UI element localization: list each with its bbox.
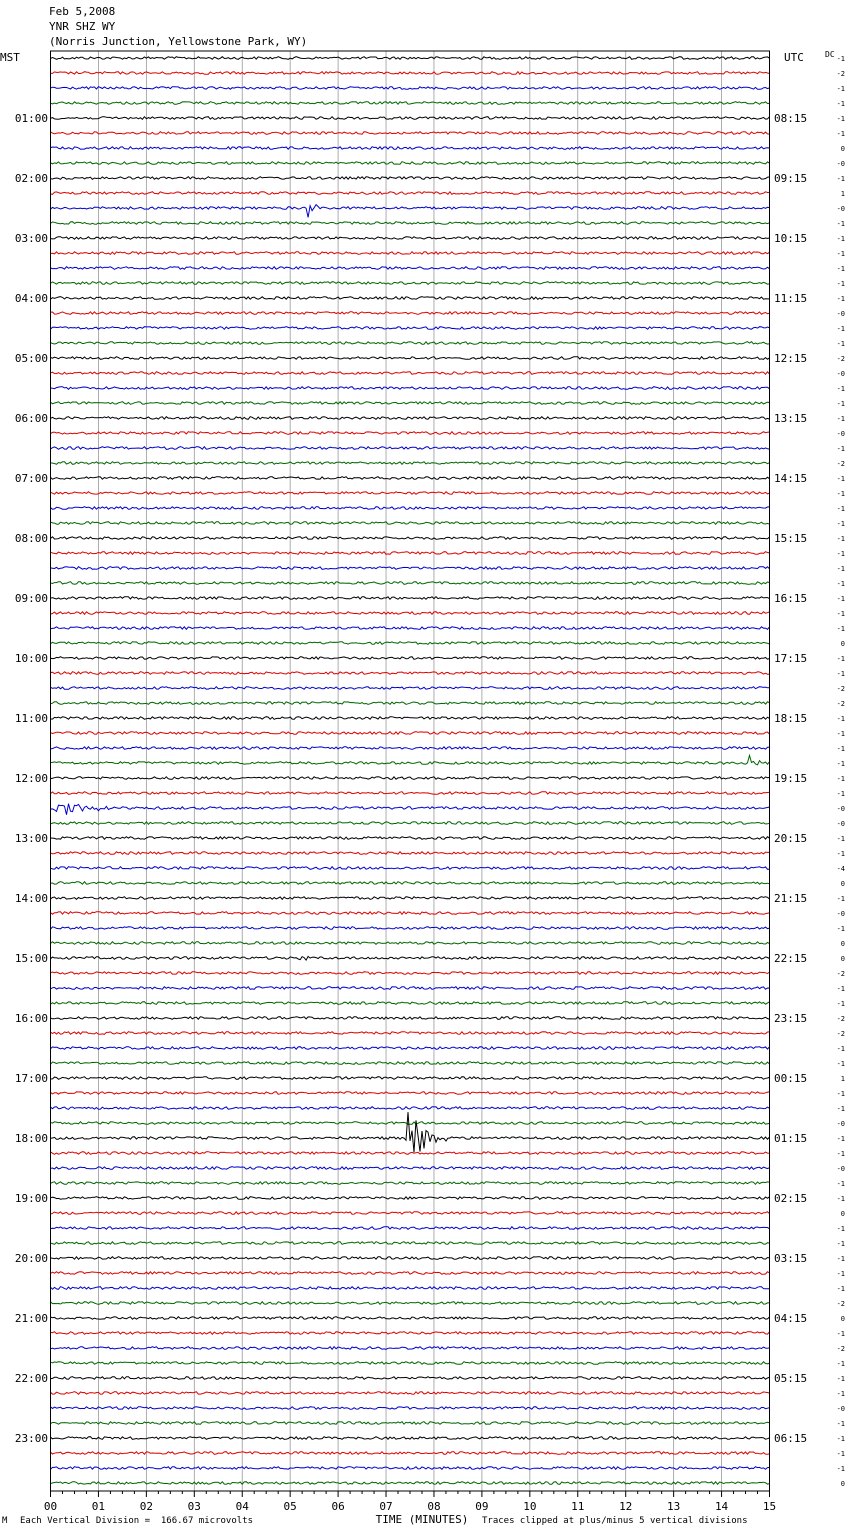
dc-offset-label: -0 [836, 370, 845, 378]
trace-row-53 [51, 852, 770, 855]
utc-hour-label: 14:15 [774, 472, 808, 485]
dc-offset-label: -0 [836, 820, 845, 828]
trace-row-67 [51, 1062, 770, 1065]
x-tick-label: 13 [667, 1500, 681, 1513]
trace-row-90 [51, 1407, 770, 1410]
dc-offset-label: 0 [840, 955, 845, 963]
mst-hour-label: 22:00 [14, 1372, 48, 1385]
dc-offset-label: -1 [836, 1465, 845, 1473]
trace-row-19 [51, 342, 770, 345]
trace-row-9 [51, 192, 770, 195]
dc-offset-label: -1 [836, 1270, 845, 1278]
mst-hour-label: 18:00 [14, 1132, 48, 1145]
dc-offset-label: -4 [836, 865, 845, 873]
trace-row-76 [51, 1197, 770, 1200]
trace-row-25 [51, 432, 770, 435]
trace-row-87 [51, 1362, 770, 1365]
dc-offset-label: -0 [836, 430, 845, 438]
x-tick-label: 09 [475, 1500, 489, 1513]
dc-offset-label: -1 [836, 475, 845, 483]
dc-offset-label: -1 [836, 340, 845, 348]
trace-row-7 [51, 162, 770, 165]
trace-row-44 [51, 717, 770, 720]
trace-row-83 [51, 1302, 770, 1305]
dc-offset-label: -1 [836, 490, 845, 498]
utc-hour-label: 20:15 [774, 832, 808, 845]
trace-row-33 [51, 552, 770, 555]
x-axis-ticks [44, 1491, 776, 1513]
trace-row-82 [51, 1287, 770, 1290]
dc-offset-label: -1 [836, 130, 845, 138]
trace-row-40 [51, 657, 770, 660]
dc-offset-label: -2 [836, 1300, 845, 1308]
dc-offset-label: -1 [836, 250, 845, 258]
trace-row-64 [51, 1017, 770, 1020]
x-tick-label: 15 [762, 1500, 777, 1513]
dc-offset-label: -1 [836, 1285, 845, 1293]
dc-offset-label: 0 [840, 1210, 845, 1218]
dc-label: DC [825, 50, 835, 59]
utc-hour-label: 05:15 [774, 1372, 808, 1385]
trace-row-34 [51, 567, 770, 570]
trace-row-61 [51, 972, 770, 975]
dc-offset-label: -1 [836, 715, 845, 723]
dc-offset-label: 0 [840, 145, 845, 153]
dc-offset-label: -1 [836, 295, 845, 303]
x-axis-title: TIME (MINUTES) [375, 1513, 469, 1526]
dc-offset-label: -1 [836, 760, 845, 768]
dc-offset-label: -1 [836, 1375, 845, 1383]
trace-row-47 [51, 755, 770, 765]
trace-row-6 [51, 147, 770, 150]
trace-row-89 [51, 1392, 770, 1395]
trace-row-60 [51, 956, 770, 960]
dc-offset-label: -1 [836, 1360, 845, 1368]
trace-row-79 [51, 1242, 770, 1245]
utc-hour-label: 06:15 [774, 1432, 808, 1445]
x-tick-label: 04 [235, 1500, 249, 1513]
mst-hour-label: 09:00 [14, 592, 48, 605]
trace-row-11 [51, 222, 770, 225]
dc-offset-label: -1 [836, 400, 845, 408]
trace-row-86 [51, 1347, 770, 1350]
mst-hour-label: 20:00 [14, 1252, 48, 1265]
dc-offset-label: -1 [836, 280, 845, 288]
trace-row-0 [51, 57, 770, 60]
utc-hour-label: 15:15 [774, 532, 808, 545]
dc-offset-label: -1 [836, 1045, 845, 1053]
utc-hour-label: 01:15 [774, 1132, 808, 1145]
dc-offset-label: -1 [836, 580, 845, 588]
trace-row-5 [51, 132, 770, 135]
trace-row-45 [51, 732, 770, 735]
trace-row-81 [51, 1272, 770, 1275]
utc-hour-label: 08:15 [774, 112, 808, 125]
trace-row-80 [51, 1257, 770, 1260]
mst-hour-label: 10:00 [14, 652, 48, 665]
dc-offset-label: -0 [836, 1165, 845, 1173]
utc-hour-label: 17:15 [774, 652, 808, 665]
minute-gridlines [98, 51, 721, 1491]
dc-offset-label: -0 [836, 160, 845, 168]
dc-offset-label: -1 [836, 1060, 845, 1068]
trace-row-62 [51, 987, 770, 990]
trace-row-46 [51, 747, 770, 750]
mst-hour-label: 11:00 [14, 712, 48, 725]
trace-row-68 [51, 1077, 770, 1080]
utc-axis-label: UTC [784, 51, 804, 64]
dc-offset-label: -1 [836, 850, 845, 858]
dc-offset-label: -1 [836, 55, 845, 63]
trace-row-54 [51, 867, 770, 870]
trace-row-93 [51, 1452, 770, 1455]
dc-offset-label: -1 [836, 445, 845, 453]
trace-row-65 [51, 1032, 770, 1035]
dc-offset-label: -1 [836, 835, 845, 843]
trace-row-10 [51, 205, 770, 218]
x-tick-label: 03 [187, 1500, 201, 1513]
trace-row-75 [51, 1182, 770, 1185]
utc-hour-label: 02:15 [774, 1192, 808, 1205]
trace-row-31 [51, 522, 770, 525]
trace-row-92 [51, 1437, 770, 1440]
dc-offset-label: -2 [836, 1030, 845, 1038]
dc-offset-label: -2 [836, 460, 845, 468]
trace-row-28 [51, 477, 770, 480]
dc-offset-label: -1 [836, 1390, 845, 1398]
dc-offset-label: -1 [836, 925, 845, 933]
dc-offset-label: -1 [836, 775, 845, 783]
corner-mark: M [2, 1516, 8, 1526]
trace-row-91 [51, 1422, 770, 1425]
x-tick-label: 07 [379, 1500, 393, 1513]
dc-offset-label: 0 [840, 940, 845, 948]
dc-offset-label: -1 [836, 550, 845, 558]
trace-row-63 [51, 1002, 770, 1005]
dc-offset-label: -1 [836, 565, 845, 573]
dc-offset-label: -1 [836, 895, 845, 903]
dc-offset-label: -1 [836, 235, 845, 243]
trace-row-58 [51, 927, 770, 930]
dc-offset-label: -1 [836, 1195, 845, 1203]
dc-offset-label: -0 [836, 910, 845, 918]
mst-hour-label: 04:00 [14, 292, 48, 305]
dc-offset-label: -1 [836, 745, 845, 753]
x-tick-label: 02 [139, 1500, 153, 1513]
trace-row-39 [51, 642, 770, 645]
trace-row-16 [51, 297, 770, 300]
trace-row-38 [51, 627, 770, 630]
trace-row-78 [51, 1227, 770, 1230]
utc-hour-label: 04:15 [774, 1312, 808, 1325]
mst-hour-label: 19:00 [14, 1192, 48, 1205]
dc-offset-label: -2 [836, 355, 845, 363]
x-tick-label: 11 [571, 1500, 585, 1513]
x-tick-label: 06 [331, 1500, 345, 1513]
trace-row-95 [51, 1482, 770, 1485]
mst-hour-label: 21:00 [14, 1312, 48, 1325]
trace-row-74 [51, 1167, 770, 1170]
dc-offset-labels [837, 55, 845, 1488]
dc-offset-label: -1 [836, 1225, 845, 1233]
trace-row-3 [51, 102, 770, 105]
utc-hour-label: 19:15 [774, 772, 808, 785]
x-tick-label: 10 [523, 1500, 537, 1513]
trace-row-17 [51, 312, 770, 315]
trace-row-20 [51, 357, 770, 360]
dc-offset-label: -1 [836, 175, 845, 183]
dc-offset-label: -1 [836, 535, 845, 543]
trace-row-4 [51, 117, 770, 120]
dc-offset-label: -1 [836, 1105, 845, 1113]
dc-offset-label: -2 [836, 1345, 845, 1353]
trace-row-84 [51, 1317, 770, 1320]
utc-hour-label: 10:15 [774, 232, 808, 245]
mst-hour-label: 15:00 [14, 952, 48, 965]
dc-offset-label: -1 [836, 985, 845, 993]
dc-offset-label: 0 [840, 640, 845, 648]
utc-hour-label: 22:15 [774, 952, 808, 965]
dc-offset-label: 0 [840, 1480, 845, 1488]
utc-hour-label: 23:15 [774, 1012, 808, 1025]
dc-offset-label: -1 [836, 610, 845, 618]
trace-row-49 [51, 792, 770, 795]
dc-offset-label: -2 [836, 970, 845, 978]
utc-hour-label: 18:15 [774, 712, 808, 725]
utc-hour-label: 13:15 [774, 412, 808, 425]
dc-offset-label: -1 [836, 1240, 845, 1248]
utc-hour-label: 11:15 [774, 292, 808, 305]
trace-row-42 [51, 687, 770, 690]
dc-offset-label: -0 [836, 1405, 845, 1413]
trace-row-13 [51, 252, 770, 255]
trace-row-59 [51, 942, 770, 945]
dc-offset-label: -1 [836, 520, 845, 528]
mst-hour-label: 17:00 [14, 1072, 48, 1085]
dc-offset-label: -2 [836, 1015, 845, 1023]
dc-offset-label: -1 [836, 1150, 845, 1158]
mst-hour-label: 07:00 [14, 472, 48, 485]
station-location: (Norris Junction, Yellowstone Park, WY) [49, 35, 308, 48]
dc-offset-label: -1 [836, 1180, 845, 1188]
trace-row-18 [51, 327, 770, 330]
trace-row-50 [51, 804, 770, 815]
mst-hour-label: 06:00 [14, 412, 48, 425]
dc-offset-label: -0 [836, 205, 845, 213]
trace-row-66 [51, 1047, 770, 1050]
trace-row-71 [51, 1122, 770, 1125]
dc-offset-label: 1 [840, 190, 845, 198]
mst-hour-label: 02:00 [14, 172, 48, 185]
plot-frame [51, 51, 770, 1491]
trace-row-70 [51, 1107, 770, 1110]
trace-row-29 [51, 492, 770, 495]
utc-hour-label: 21:15 [774, 892, 808, 905]
dc-offset-label: -1 [836, 595, 845, 603]
trace-row-85 [51, 1332, 770, 1335]
trace-row-73 [51, 1152, 770, 1155]
dc-offset-label: -0 [836, 310, 845, 318]
mst-hour-label: 01:00 [14, 112, 48, 125]
trace-row-26 [51, 447, 770, 450]
trace-row-77 [51, 1212, 770, 1215]
clip-note: Traces clipped at plus/minus 5 vertical divisions [482, 1516, 748, 1526]
mst-hour-label: 05:00 [14, 352, 48, 365]
trace-row-37 [51, 612, 770, 615]
trace-row-41 [51, 672, 770, 675]
x-tick-label: 01 [91, 1500, 106, 1513]
dc-offset-label: -1 [836, 790, 845, 798]
station-code: YNR SHZ WY [49, 20, 116, 33]
trace-row-57 [51, 912, 770, 915]
dc-offset-label: -1 [836, 85, 845, 93]
dc-offset-label: -1 [836, 1255, 845, 1263]
mst-hour-label: 16:00 [14, 1012, 48, 1025]
trace-row-2 [51, 87, 770, 90]
dc-offset-label: -1 [836, 115, 845, 123]
dc-offset-label: -1 [836, 1330, 845, 1338]
dc-offset-label: 0 [840, 1315, 845, 1323]
x-tick-label: 12 [619, 1500, 633, 1513]
dc-offset-label: -2 [836, 700, 845, 708]
mst-hour-label: 12:00 [14, 772, 48, 785]
trace-row-35 [51, 582, 770, 585]
x-tick-label: 00 [43, 1500, 58, 1513]
utc-hour-label: 16:15 [774, 592, 808, 605]
trace-row-88 [51, 1377, 770, 1380]
dc-offset-label: -1 [836, 1420, 845, 1428]
trace-row-36 [51, 597, 770, 600]
utc-hour-labels [774, 112, 807, 1445]
seismic-traces [51, 57, 770, 1485]
x-tick-label: 14 [714, 1500, 729, 1513]
mst-axis-label: MST [0, 51, 20, 64]
seismogram-date: Feb 5,2008 [49, 5, 116, 18]
trace-row-52 [51, 837, 770, 840]
dc-offset-label: -2 [836, 685, 845, 693]
dc-offset-label: -1 [836, 670, 845, 678]
trace-row-56 [51, 897, 770, 900]
mst-hour-label: 23:00 [14, 1432, 48, 1445]
trace-row-12 [51, 237, 770, 240]
mst-hour-label: 14:00 [14, 892, 48, 905]
x-tick-label: 08 [427, 1500, 441, 1513]
trace-row-69 [51, 1092, 770, 1095]
dc-offset-label: -1 [836, 655, 845, 663]
dc-offset-label: -1 [836, 265, 845, 273]
mst-hour-label: 13:00 [14, 832, 48, 845]
dc-offset-label: -0 [836, 1120, 845, 1128]
trace-row-94 [51, 1467, 770, 1470]
dc-offset-label: 0 [840, 880, 845, 888]
utc-hour-label: 09:15 [774, 172, 808, 185]
dc-offset-label: -1 [836, 1450, 845, 1458]
dc-offset-label: -1 [836, 1000, 845, 1008]
trace-row-72 [51, 1112, 770, 1152]
dc-offset-label: -1 [836, 100, 845, 108]
trace-row-51 [51, 822, 770, 825]
mst-hour-label: 08:00 [14, 532, 48, 545]
dc-offset-label: -1 [836, 220, 845, 228]
trace-row-14 [51, 267, 770, 270]
x-tick-label: 05 [283, 1500, 297, 1513]
dc-offset-label: -1 [836, 1435, 845, 1443]
dc-offset-label: -1 [836, 1135, 845, 1143]
mst-hour-labels [15, 112, 48, 1445]
utc-hour-label: 03:15 [774, 1252, 808, 1265]
scale-note: Each Vertical Division = 166.67 microvolts [20, 1516, 253, 1526]
dc-offset-label: -1 [836, 625, 845, 633]
dc-offset-label: -2 [836, 70, 845, 78]
trace-row-21 [51, 372, 770, 375]
dc-offset-label: -0 [836, 805, 845, 813]
utc-hour-label: 12:15 [774, 352, 808, 365]
trace-row-30 [51, 507, 770, 510]
trace-row-24 [51, 417, 770, 420]
dc-offset-label: -1 [836, 415, 845, 423]
dc-offset-label: -1 [836, 325, 845, 333]
mst-hour-label: 03:00 [14, 232, 48, 245]
trace-row-23 [51, 402, 770, 405]
trace-row-32 [51, 537, 770, 540]
dc-offset-label: -1 [836, 730, 845, 738]
trace-row-15 [51, 282, 770, 285]
trace-row-1 [51, 72, 770, 75]
trace-row-27 [51, 462, 770, 465]
utc-hour-label: 00:15 [774, 1072, 808, 1085]
dc-offset-label: 1 [840, 1075, 845, 1083]
trace-row-48 [51, 777, 770, 780]
dc-offset-label: -1 [836, 385, 845, 393]
dc-offset-label: -1 [836, 1090, 845, 1098]
trace-row-55 [51, 882, 770, 885]
trace-row-43 [51, 702, 770, 705]
trace-row-22 [51, 387, 770, 390]
dc-offset-label: -1 [836, 505, 845, 513]
trace-row-8 [51, 177, 770, 180]
